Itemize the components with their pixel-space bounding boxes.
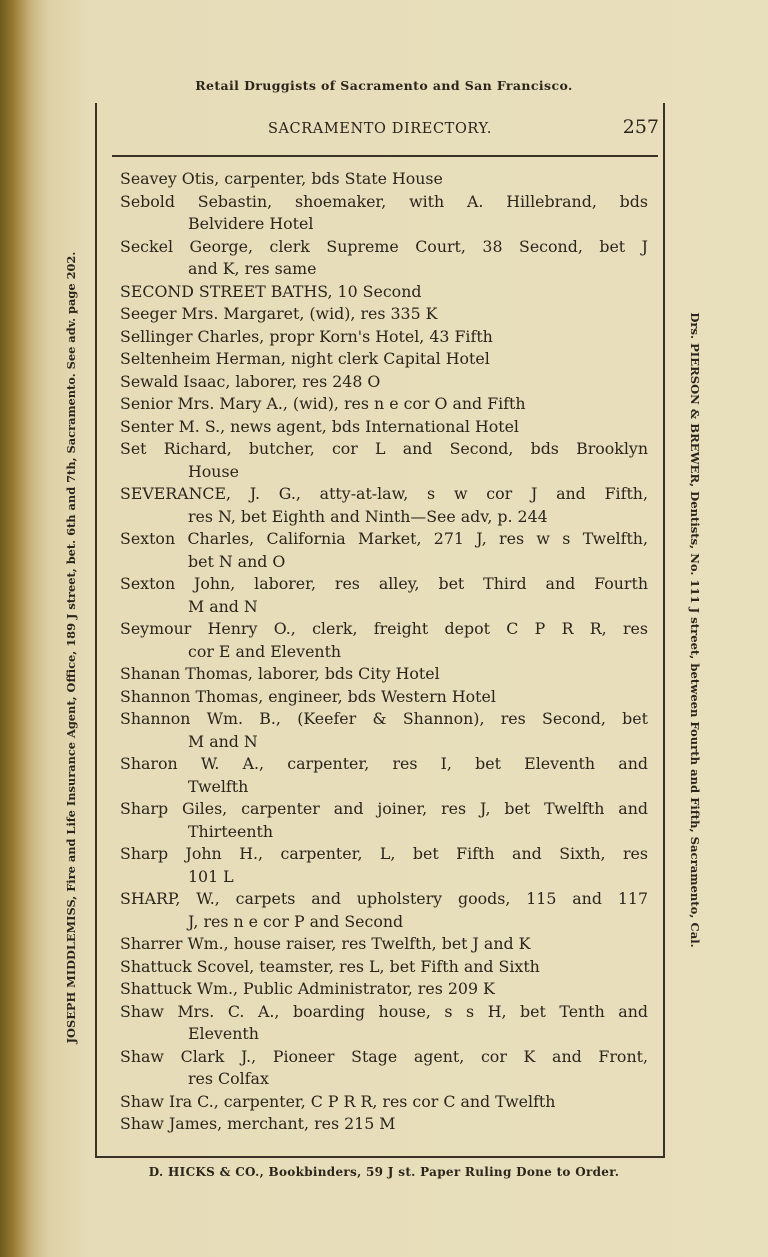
directory-entry: [120, 1046, 648, 1091]
entry-first-line: Seltenheim Herman, night clerk Capital Hotel: [120, 349, 490, 368]
left-margin-advertisement: JOSEPH MIDDLEMISS, Fire and Life Insurance Agent, Office, 189 J street, bet. 6th and 7th, Sacramento. See adv. page 202.: [64, 251, 78, 1044]
entry-continuation-line: res Colfax: [188, 1069, 269, 1088]
entry-first-line: Sewald Isaac, laborer, res 248 O: [120, 371, 381, 391]
entry-first-line: Sexton Charles, California Market, 271 J, res w s Twelfth,: [120, 529, 648, 548]
directory-entry: [120, 573, 648, 618]
entry-first-line: Shanan Thomas, laborer, bds City Hotel: [120, 664, 440, 683]
entry-first-line: Sexton John, laborer, res alley, bet Third and Fourth: [120, 574, 648, 593]
entry-first-line: Shannon Thomas, engineer, bds Western Hotel: [120, 686, 496, 706]
entry-continuation-line: bet N and O: [188, 551, 286, 571]
entry-first-line: Shattuck Scovel, teamster, res L, bet Fifth and Sixth: [120, 956, 540, 976]
directory-entry: [120, 753, 648, 798]
directory-entry: [120, 483, 648, 528]
entry-continuation-line: cor E and Eleventh: [188, 641, 342, 661]
entry-continuation-line: 101 L: [188, 866, 234, 886]
entry-first-line: Sharrer Wm., house raiser, res Twelfth, bet J and K: [120, 934, 531, 953]
directory-entry: [120, 843, 648, 888]
entry-first-line: SHARP, W., carpets and upholstery goods, 115 and 117: [120, 889, 648, 908]
entry-first-line: Sharp Giles, carpenter and joiner, res J, bet Twelfth and: [120, 799, 648, 818]
directory-entry: [120, 438, 648, 483]
entry-first-line: Senior Mrs. Mary A., (wid), res n e cor O and Fifth: [120, 394, 526, 413]
entry-first-line: Sharp John H., carpenter, L, bet Fifth and Sixth, res: [120, 844, 648, 863]
directory-entry: [120, 1091, 648, 1114]
entry-first-line: Shaw Mrs. C. A., boarding house, s s H, bet Tenth and: [120, 1001, 648, 1021]
entry-first-line: Seymour Henry O., clerk, freight depot C P R R, res: [120, 619, 648, 638]
entry-continuation-line: Twelfth: [188, 776, 249, 796]
directory-entry: [120, 528, 648, 573]
entry-continuation-line: Belvidere Hotel: [188, 214, 314, 233]
directory-entry: [120, 978, 648, 1001]
entry-continuation-line: res N, bet Eighth and Ninth—See adv, p. 244: [188, 506, 548, 526]
entry-first-line: SEVERANCE, J. G., atty-at-law, s w cor J and Fifth,: [120, 484, 648, 503]
directory-entry: [120, 798, 648, 843]
entry-continuation-line: and K, res same: [188, 259, 317, 278]
entry-first-line: Sharon W. A., carpenter, res I, bet Eleventh and: [120, 754, 648, 773]
directory-entry: [120, 618, 648, 663]
right-margin-advertisement: Drs. PIERSON & BREWER, Dentists, No. 111 J street, between Fourth and Fifth, Sacramento, Cal.: [688, 312, 702, 948]
directory-entry: [120, 371, 648, 394]
directory-entry: [120, 663, 648, 686]
header-rule: [112, 155, 658, 157]
entry-continuation-line: J, res n e cor P and Second: [188, 911, 404, 931]
top-advertisement-banner: Retail Druggists of Sacramento and San Francisco.: [195, 78, 573, 93]
directory-entry: [120, 888, 648, 933]
entry-first-line: Sebold Sebastin, shoemaker, with A. Hillebrand, bds: [120, 191, 648, 211]
entry-first-line: Set Richard, butcher, cor L and Second, bds Brooklyn: [120, 439, 648, 458]
directory-entry: [120, 281, 648, 304]
entry-first-line: Shaw Clark J., Pioneer Stage agent, cor K and Front,: [120, 1046, 648, 1066]
directory-entries: [120, 168, 648, 1136]
directory-entry: [120, 326, 648, 349]
entry-first-line: Shaw James, merchant, res 215 M: [120, 1114, 396, 1133]
directory-entry: [120, 956, 648, 979]
entry-continuation-line: Eleventh: [188, 1024, 259, 1043]
entry-continuation-line: M and N: [188, 596, 258, 616]
entry-first-line: Seckel George, clerk Supreme Court, 38 Second, bet J: [120, 236, 648, 256]
page-number: 257: [622, 116, 659, 138]
directory-entry: [120, 1113, 648, 1136]
entry-first-line: Sellinger Charles, propr Korn's Hotel, 43 Fifth: [120, 326, 493, 346]
directory-entry: [120, 191, 648, 236]
directory-entry: [120, 393, 648, 416]
directory-entry: [120, 236, 648, 281]
entry-continuation-line: M and N: [188, 731, 258, 751]
entry-first-line: SECOND STREET BATHS, 10 Second: [120, 281, 422, 301]
directory-entry: [120, 168, 648, 191]
running-head: [95, 116, 665, 146]
directory-entry: [120, 1001, 648, 1046]
directory-entry: [120, 933, 648, 956]
directory-entry: [120, 303, 648, 326]
directory-entry: [120, 416, 648, 439]
directory-entry: [120, 686, 648, 709]
directory-entry: [120, 348, 648, 371]
entry-first-line: Shattuck Wm., Public Administrator, res 209 K: [120, 979, 495, 998]
entry-first-line: Seavey Otis, carpenter, bds State House: [120, 169, 443, 188]
entry-first-line: Senter M. S., news agent, bds International Hotel: [120, 416, 519, 436]
entry-first-line: Seeger Mrs. Margaret, (wid), res 335 K: [120, 304, 438, 323]
directory-entry: [120, 708, 648, 753]
entry-continuation-line: Thirteenth: [188, 821, 274, 841]
entry-first-line: Shaw Ira C., carpenter, C P R R, res cor C and Twelfth: [120, 1091, 556, 1111]
directory-title: SACRAMENTO DIRECTORY.: [267, 121, 493, 137]
entry-continuation-line: House: [188, 461, 239, 481]
bottom-advertisement-banner: D. HICKS & CO., Bookbinders, 59 J st. Paper Ruling Done to Order.: [148, 1165, 620, 1179]
entry-first-line: Shannon Wm. B., (Keefer & Shannon), res Second, bet: [120, 709, 648, 728]
